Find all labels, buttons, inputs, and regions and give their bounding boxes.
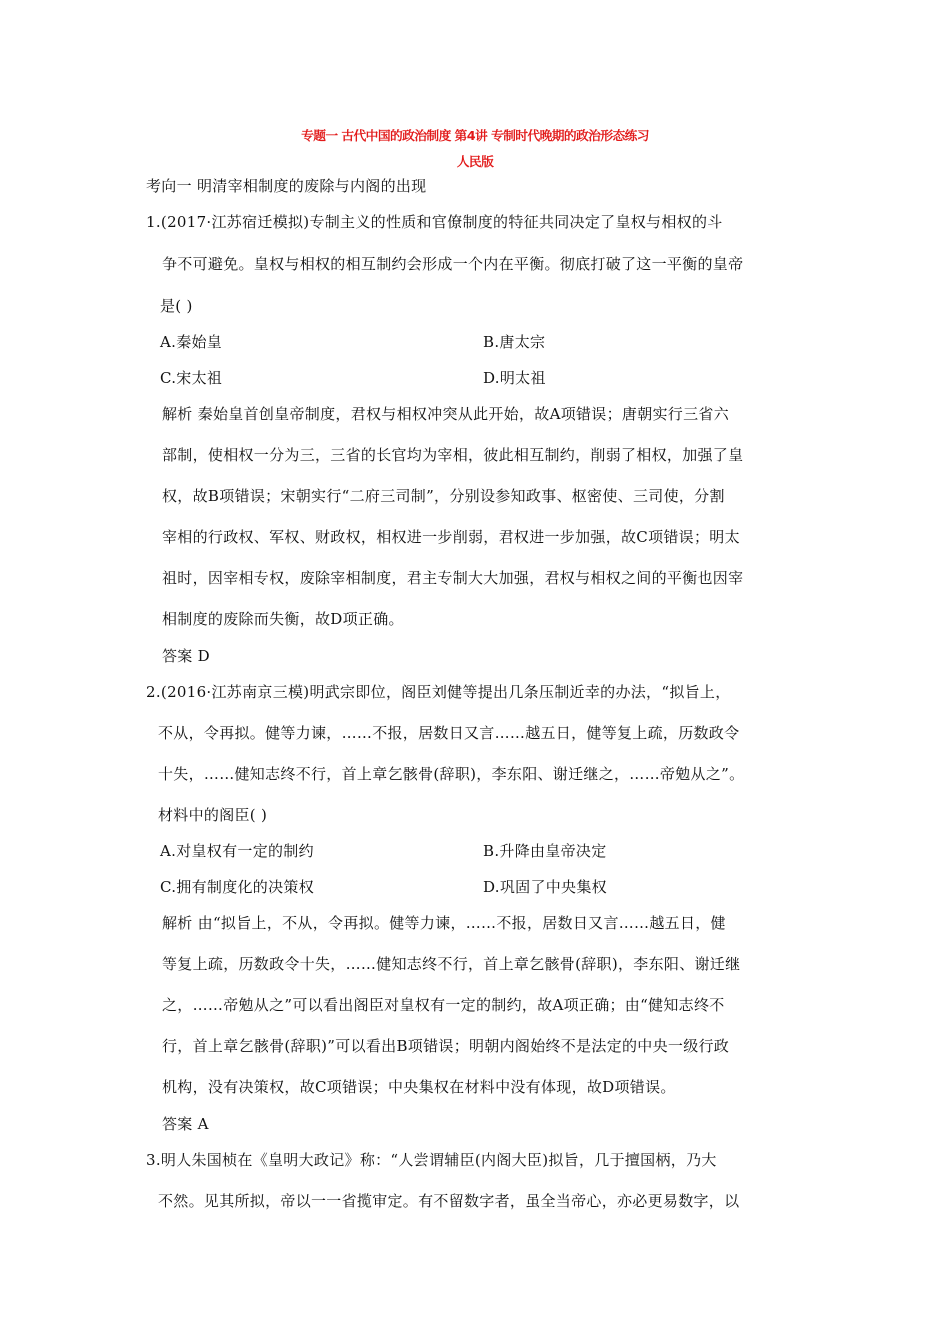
q1-option-b: B.唐太宗	[483, 333, 546, 351]
q2-analysis-line-4: 行，首上章乞骸骨(辞职)”可以看出B项错误；明朝内阁始终不是法定的中央一级行政	[162, 1037, 730, 1055]
q2-stem-line-1: 2.(2016·江苏南京三模)明武宗即位，阁臣刘健等提出几条压制近幸的办法，“拟旨上，	[146, 683, 731, 701]
q1-option-c: C.宋太祖	[160, 369, 223, 387]
q2-stem-line-4: 材料中的阁臣( )	[158, 806, 268, 824]
q1-analysis-line-5: 祖时，因宰相专权，废除宰相制度，君主专制大大加强，君权与相权之间的平衡也因宰	[162, 569, 744, 587]
q3-stem-line-1: 3.明人朱国桢在《皇明大政记》称：“人尝谓辅臣(内阁大臣)拟旨，几于擅国柄，乃大	[146, 1151, 717, 1169]
q1-answer: 答案 D	[162, 647, 210, 665]
q1-analysis-line-3: 权，故B项错误；宋朝实行“二府三司制”，分别设参知政事、枢密使、三司使，分割	[162, 487, 725, 505]
q1-analysis-line-6: 相制度的废除而失衡，故D项正确。	[162, 610, 404, 628]
q1-stem-line-1: 1.(2017·江苏宿迁模拟)专制主义的性质和官僚制度的特征共同决定了皇权与相权的斗	[146, 213, 723, 231]
q1-analysis-line-2: 部制，使相权一分为三，三省的长官均为宰相，彼此相互制约，削弱了相权，加强了皇	[162, 446, 744, 464]
q2-analysis-line-3: 之，……帝勉从之”可以看出阁臣对皇权有一定的制约，故A项正确；由“健知志终不	[162, 996, 725, 1014]
document-title-line-1: 专题一 古代中国的政治制度 第4讲 专制时代晚期的政治形态练习	[301, 129, 649, 144]
q2-stem-line-3: 十失，……健知志终不行，首上章乞骸骨(辞职)，李东阳、谢迁继之，……帝勉从之”。	[158, 765, 745, 783]
q1-option-d: D.明太祖	[483, 369, 546, 387]
q2-option-d: D.巩固了中央集权	[483, 878, 607, 896]
q1-stem-line-3: 是( )	[160, 297, 193, 315]
q1-stem-line-2: 争不可避免。皇权与相权的相互制约会形成一个内在平衡。彻底打破了这一平衡的皇帝	[162, 255, 744, 273]
document-title-line-2: 人民版	[456, 155, 494, 170]
q2-option-b: B.升降由皇帝决定	[483, 842, 607, 860]
q2-answer: 答案 A	[162, 1115, 209, 1133]
q2-analysis-line-1: 解析 由“拟旨上，不从，令再拟。健等力谏，……不报，居数日又言……越五日，健	[162, 914, 726, 932]
q2-option-c: C.拥有制度化的决策权	[160, 878, 315, 896]
q2-stem-line-2: 不从，令再拟。健等力谏，……不报，居数日又言……越五日，健等复上疏，历数政令	[158, 724, 740, 742]
q2-analysis-line-2: 等复上疏，历数政令十失，……健知志终不行，首上章乞骸骨(辞职)，李东阳、谢迁继	[162, 955, 741, 973]
q1-analysis-line-1: 解析 秦始皇首创皇帝制度，君权与相权冲突从此开始，故A项错误；唐朝实行三省六	[162, 405, 730, 423]
q2-analysis-line-5: 机构，没有决策权，故C项错误；中央集权在材料中没有体现，故D项错误。	[162, 1078, 676, 1096]
q1-analysis-line-4: 宰相的行政权、军权、财政权，相权进一步削弱，君权进一步加强，故C项错误；明太	[162, 528, 740, 546]
q3-stem-line-2: 不然。见其所拟，帝以一一省揽审定。有不留数字者，虽全当帝心，亦必更易数字，以	[158, 1192, 740, 1210]
q1-option-a: A.秦始皇	[160, 333, 223, 351]
section-heading: 考向一 明清宰相制度的废除与内阁的出现	[146, 177, 427, 195]
q2-option-a: A.对皇权有一定的制约	[160, 842, 314, 860]
